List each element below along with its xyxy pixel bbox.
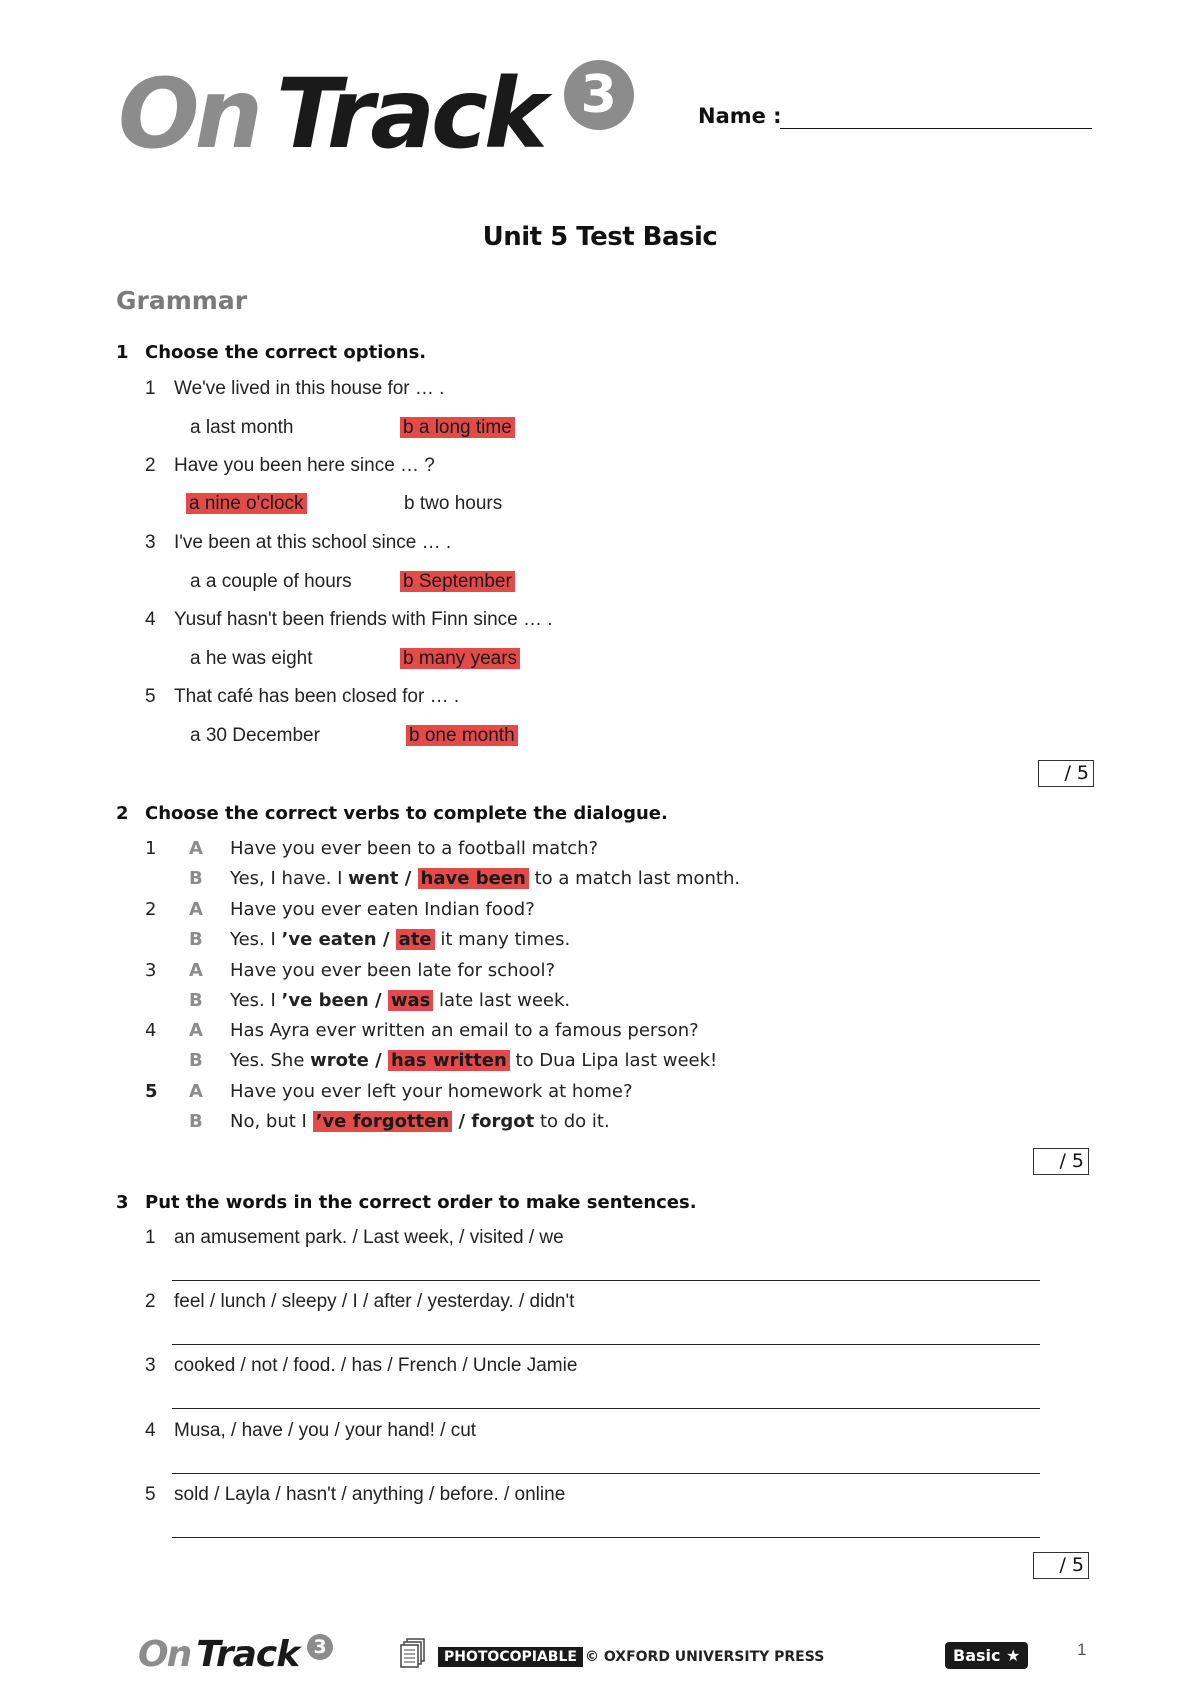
option-b-selected[interactable]: b a long time	[400, 417, 515, 438]
logo-on-text: On	[118, 58, 258, 170]
logo-level-badge: 3	[564, 60, 634, 130]
photocopiable-badge: PHOTOCOPIABLE	[438, 1647, 583, 1667]
name-label: Name :	[698, 104, 782, 128]
answer-line[interactable]	[172, 1537, 1040, 1538]
publisher-credit: © OXFORD UNIVERSITY PRESS	[585, 1649, 825, 1665]
verb-option-1[interactable]: ’ve been	[281, 990, 369, 1011]
dialogue-line-a: Have you ever eaten Indian food?	[230, 899, 535, 920]
answer-line[interactable]	[172, 1344, 1040, 1345]
exercise-instruction: Choose the correct verbs to complete the dialogue.	[145, 803, 668, 824]
option-b-selected[interactable]: b September	[400, 571, 515, 592]
speaker-b: B	[189, 929, 203, 950]
question-text: I've been at this school since … .	[174, 532, 452, 553]
verb-option-2[interactable]: forgot	[471, 1111, 535, 1132]
speaker-a: A	[189, 899, 203, 920]
page-title: Unit 5 Test Basic	[482, 222, 718, 252]
verb-option-1-selected[interactable]: ’ve forgotten	[313, 1111, 453, 1132]
option-a-selected[interactable]: a nine o'clock	[186, 493, 307, 514]
dialogue-line-a: Have you ever left your homework at home?	[230, 1081, 633, 1102]
exercise-number: 2	[116, 803, 129, 824]
speaker-b: B	[189, 868, 203, 889]
dialogue-line-b: Yes, I have. I went / have been to a match last month.	[230, 868, 741, 889]
speaker-b: B	[189, 990, 203, 1011]
dialogue-number: 3	[145, 960, 157, 981]
footer-logo	[138, 1634, 333, 1675]
speaker-a: A	[189, 1020, 203, 1041]
word-order-prompt: feel / lunch / sleepy / I / after / yesterday. / didn't	[174, 1291, 575, 1312]
speaker-a: A	[189, 838, 203, 859]
question-number: 5	[145, 686, 156, 707]
word-order-prompt: an amusement park. / Last week, / visited / we	[174, 1227, 564, 1248]
score-box[interactable]: / 5	[1038, 760, 1094, 787]
verb-option-2-selected[interactable]: ate	[396, 929, 435, 950]
word-order-prompt: cooked / not / food. / has / French / Uncle Jamie	[174, 1355, 578, 1376]
dialogue-number: 5	[145, 1081, 158, 1102]
verb-option-2-selected[interactable]: was	[388, 990, 434, 1011]
question-number: 4	[145, 1420, 156, 1441]
word-order-prompt: Musa, / have / you / your hand! / cut	[174, 1420, 477, 1441]
dialogue-line-b: Yes. I ’ve eaten / ate it many times.	[230, 929, 571, 950]
exercise-instruction: Put the words in the correct order to make sentences.	[145, 1192, 697, 1213]
question-number: 3	[145, 532, 156, 553]
speaker-a: A	[189, 960, 203, 981]
option-a[interactable]: a last month	[190, 417, 294, 438]
dialogue-line-b: Yes. I ’ve been / was late last week.	[230, 990, 571, 1011]
name-field[interactable]	[780, 128, 1092, 129]
option-a[interactable]: a he was eight	[190, 648, 313, 669]
question-number: 5	[145, 1484, 156, 1505]
dialogue-line-b: No, but I ’ve forgotten / forgot to do it.	[230, 1111, 610, 1132]
question-text: We've lived in this house for … .	[174, 378, 445, 399]
dialogue-number: 2	[145, 899, 157, 920]
exercise-number: 3	[116, 1192, 129, 1213]
photocopy-icon	[400, 1638, 426, 1668]
verb-option-2-selected[interactable]: has written	[388, 1050, 510, 1071]
question-number: 4	[145, 609, 156, 630]
verb-option-1[interactable]: ’ve eaten	[281, 929, 377, 950]
question-number: 3	[145, 1355, 156, 1376]
dialogue-number: 4	[145, 1020, 157, 1041]
question-text: That café has been closed for … .	[174, 686, 460, 707]
section-title-grammar: Grammar	[116, 286, 248, 315]
verb-option-1[interactable]: went	[348, 868, 399, 889]
dialogue-line-b: Yes. She wrote / has written to Dua Lipa last week!	[230, 1050, 718, 1071]
option-b-selected[interactable]: b one month	[406, 725, 518, 746]
answer-line[interactable]	[172, 1473, 1040, 1474]
option-b-selected[interactable]: b many years	[400, 648, 520, 669]
verb-option-2-selected[interactable]: have been	[418, 868, 529, 889]
option-a[interactable]: a a couple of hours	[190, 571, 352, 592]
dialogue-number: 1	[145, 838, 157, 859]
question-text: Have you been here since … ?	[174, 455, 435, 476]
score-box[interactable]: / 5	[1033, 1552, 1089, 1579]
speaker-a: A	[189, 1081, 203, 1102]
question-number: 1	[145, 378, 156, 399]
dialogue-line-a: Have you ever been to a football match?	[230, 838, 599, 859]
question-number: 2	[145, 1291, 156, 1312]
logo-track-text: Track	[275, 58, 544, 170]
ontrack-logo	[118, 58, 634, 178]
option-b[interactable]: b two hours	[404, 493, 503, 514]
question-number: 2	[145, 455, 156, 476]
page-number: 1	[1077, 1640, 1087, 1659]
speaker-b: B	[189, 1111, 203, 1132]
question-text: Yusuf hasn't been friends with Finn since … .	[174, 609, 553, 630]
speaker-b: B	[189, 1050, 203, 1071]
exercise-instruction: Choose the correct options.	[145, 342, 427, 363]
question-number: 1	[145, 1227, 156, 1248]
footer-logo-track: Track	[196, 1634, 300, 1675]
footer-logo-on: On	[138, 1634, 191, 1675]
level-badge: Basic ★	[945, 1642, 1028, 1669]
footer-logo-level: 3	[307, 1634, 333, 1660]
word-order-prompt: sold / Layla / hasn't / anything / before. / online	[174, 1484, 566, 1505]
answer-line[interactable]	[172, 1280, 1040, 1281]
score-box[interactable]: / 5	[1033, 1148, 1089, 1175]
answer-line[interactable]	[172, 1408, 1040, 1409]
exercise-number: 1	[116, 342, 129, 363]
verb-option-1[interactable]: wrote	[310, 1050, 369, 1071]
dialogue-line-a: Has Ayra ever written an email to a famous person?	[230, 1020, 699, 1041]
option-a[interactable]: a 30 December	[190, 725, 320, 746]
dialogue-line-a: Have you ever been late for school?	[230, 960, 556, 981]
